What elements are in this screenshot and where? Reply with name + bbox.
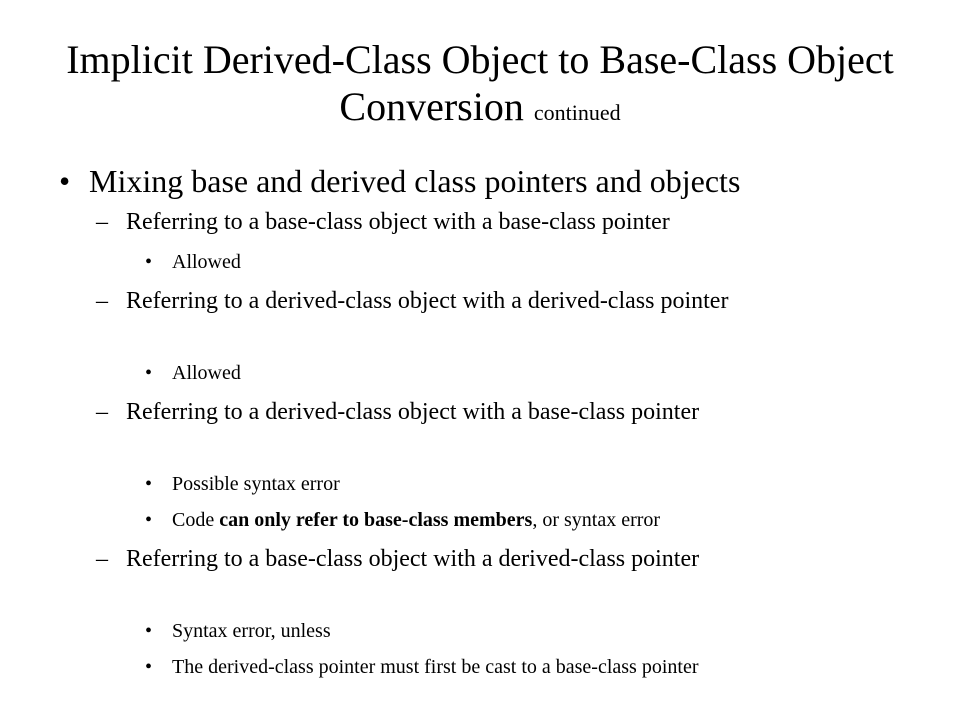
case-1-point-1-text: Allowed [172,251,241,273]
case-3 [96,397,826,427]
bullet-marker: • [59,163,71,199]
case-3-point-1-text: Possible syntax error [172,473,340,495]
dot-marker: • [145,473,153,495]
case-4-text: Referring to a base-class object with a derived-class pointer [126,546,700,572]
case-4-point-2-text: The derived-class pointer must first be cast to a base-class pointer [172,656,699,678]
dash-marker: – [96,209,108,235]
dash-marker: – [96,399,108,425]
case-4-point-2 [145,655,699,679]
case-4-point-1 [145,619,331,643]
case-3-point-2-bold: can only refer to base-class members [219,509,533,531]
dot-marker: • [145,362,153,384]
case-4-point-1-text: Syntax error, unless [172,620,331,642]
dot-marker: • [145,509,153,531]
case-3-text: Referring to a derived-class object with a base-class pointer [126,399,700,425]
main-bullet-text: Mixing base and derived class pointers and objects [89,163,741,199]
case-3-point-1 [145,472,340,496]
dash-marker: – [96,546,108,572]
case-3-point-2-prefix: Code [172,509,220,531]
dash-marker: – [96,288,108,314]
main-bullet [59,163,741,199]
case-4 [96,544,826,574]
case-2-point-1-text: Allowed [172,362,241,384]
case-2-text: Referring to a derived-class object with a derived-class pointer [126,288,729,314]
title-main: Implicit Derived-Class Object to Base-Class Object Conversion [66,37,894,129]
dot-marker: • [145,656,153,678]
case-2 [96,286,826,316]
title-suffix: continued [533,100,621,125]
dot-marker: • [145,251,153,273]
case-3-point-2 [145,508,661,532]
dot-marker: • [145,620,153,642]
case-1-text: Referring to a base-class object with a base-class pointer [126,209,670,235]
case-1 [96,207,826,237]
case-3-point-2-suffix: , or syntax error [532,509,661,531]
case-1-point-1 [145,250,241,274]
case-2-point-1 [145,361,241,385]
slide-title [40,36,920,136]
